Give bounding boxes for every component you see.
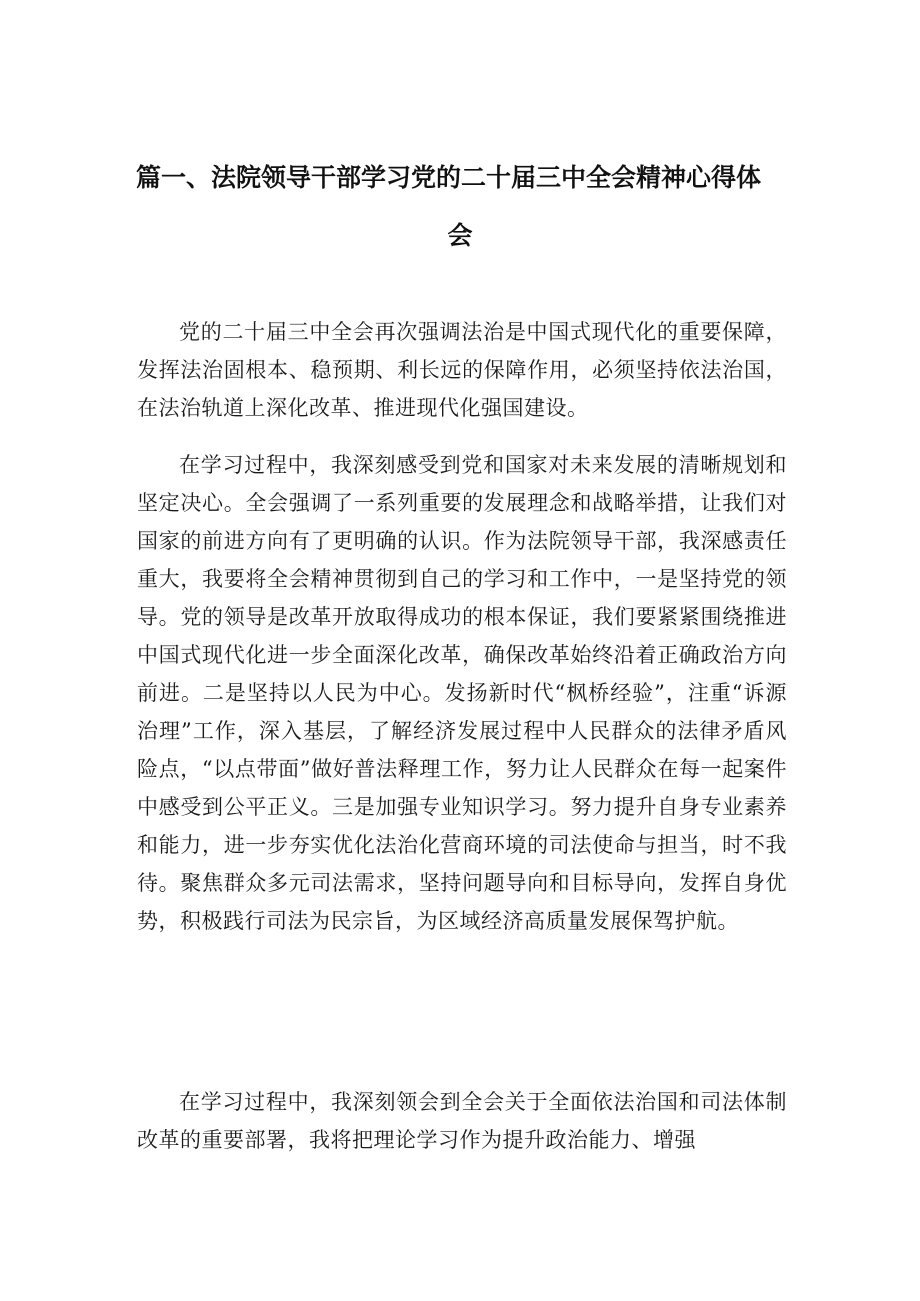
document-title-line-1: 篇一、法院领导干部学习党的二十届三中全会精神心得体 (136, 163, 762, 192)
paragraph-3: 在学习过程中，我深刻领会到全会关于全面依法治国和司法体制改革的重要部署，我将把理论学习作为提升政治能力、增强 (137, 1090, 787, 1152)
paragraph-1: 党的二十届三中全会再次强调法治是中国式现代化的重要保障，发挥法治固根本、稳预期、利长远的保障作用，必须坚持依法治国，在法治轨道上深化改革、推进现代化强国建设。 (137, 320, 787, 420)
paragraph-2: 在学习过程中，我深刻感受到党和国家对未来发展的清晰规划和坚定决心。全会强调了一系列重要的发展理念和战略举措，让我们对国家的前进方向有了更明确的认识。作为法院领导干部，我深感责任重大，我要将全会精神贯彻到自己的学习和工作中，一是坚持党的领导。党的领导是改革开放取得成功的根本保证，我们要紧紧围绕推进中国式现代化进一步全面深化改革，确保改革始终沿着正确政治方向前进。二是坚持以人民为中心。发扬新时代“枫桥经验”，注重“诉源治理”工作，深入基层，了解经济发展过程中人民群众的法律矛盾风险点，“以点带面”做好普法释理工作，努力让人民群众在每一起案件中感受到公平正义。三是加强专业知识学习。努力提升自身专业素养和能力，进一步夯实优化法治化营商环境的司法使命与担当，时不我待。聚焦群众多元司法需求，坚持问题导向和目标导向，发挥自身优势，积极践行司法为民宗旨，为区域经济高质量发展保驾护航。 (137, 453, 787, 933)
document-title-line-2: 会 (447, 221, 473, 250)
